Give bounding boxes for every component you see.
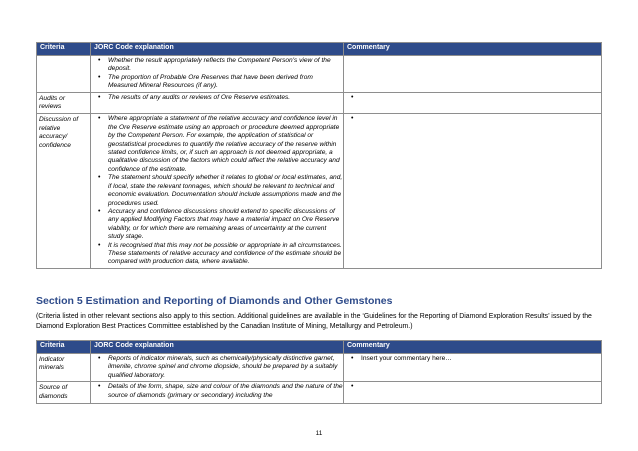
commentary-bullet: • Insert your commentary here… (344, 355, 601, 363)
explanation-cell (91, 354, 344, 382)
table-row (37, 92, 602, 114)
explanation-bullet: • It is recognised that this may not be possible or appropriate in all circumstances. These statements of relative accuracy and confidence of the estimate should be compared with production data, where available. (91, 242, 343, 267)
explanation-bullet: • The results of any audits or reviews of Ore Reserve estimates. (91, 94, 343, 102)
table-row (37, 114, 602, 268)
commentary-cell (344, 354, 602, 382)
commentary-cell (344, 92, 602, 114)
criteria-cell: Discussion of relative accuracy/ confidence (37, 114, 91, 268)
criteria-cell: Audits or reviews (37, 92, 91, 114)
section-title: Section 5 Estimation and Reporting of Diamonds and Other Gemstones (36, 295, 393, 307)
table-row (37, 56, 602, 93)
table-row (37, 382, 602, 404)
header-criteria: Criteria (37, 43, 91, 56)
table-row (37, 354, 602, 382)
header-criteria: Criteria (37, 341, 91, 354)
table-header-row (37, 341, 602, 354)
commentary-cell (344, 114, 602, 268)
explanation-bullet: • Whether the result appropriately reflects the Competent Person's view of the deposit. (91, 57, 343, 74)
explanation-bullet: • The proportion of Probable Ore Reserves that have been derived from Measured Mineral Resources (if any). (91, 74, 343, 91)
explanation-cell (91, 56, 344, 93)
commentary-cell (344, 56, 602, 93)
criteria-cell: Source of diamonds (37, 382, 91, 404)
page-number: 11 (315, 430, 323, 437)
explanation-bullet: • Accuracy and confidence discussions should extend to specific discussions of any applied Modifying Factors that may have a material impact on Ore Reserve viability, or for which there are remaining areas of uncertainty at the current study stage. (91, 208, 343, 242)
explanation-cell (91, 114, 344, 268)
explanation-bullet: • Where appropriate a statement of the relative accuracy and confidence level in the Ore Reserve estimate using an approach or procedure deemed appropriate by the Competent Person. For example, the application of statistical or geostatistical procedures to quantify the relative accuracy of the reserve within stated confidence limits, or, if such an approach is not deemed appropriate, a qualitative discussion of the factors which could affect the relative accuracy and confidence of the estimate. (91, 115, 343, 174)
explanation-bullet: • Reports of indicator minerals, such as chemically/physically distinctive garnet, ilmenite, chrome spinel and chrome diopside, should be prepared by a suitably qualified laboratory. (91, 355, 343, 380)
header-jorc-explanation: JORC Code explanation (91, 43, 344, 56)
explanation-cell (91, 92, 344, 114)
explanation-bullet: • Details of the form, shape, size and colour of the diamonds and the nature of the source of diamonds (primary or secondary) including the (91, 383, 343, 400)
section-intro: (Criteria listed in other relevant sections also apply to this section. Additional guidelines are available in the ‘Guidelines for the Reporting of Diamond Exploration Results’ issued by the Diamond Exploration Best Practices Committee established by the Canadian Institute of Mining, Metallurgy and Petroleum.) (36, 313, 592, 330)
header-jorc-explanation: JORC Code explanation (91, 341, 344, 354)
criteria-table-ore-reserves (36, 42, 602, 269)
commentary-cell (344, 382, 602, 404)
criteria-cell (37, 56, 91, 93)
explanation-bullet: • The statement should specify whether it relates to global or local estimates, and, if local, state the relevant tonnages, which should be relevant to technical and economic evaluation. Documentation should include assumptions made and the procedures used. (91, 174, 343, 208)
criteria-cell: Indicator minerals (37, 354, 91, 382)
table-header-row (37, 43, 602, 56)
criteria-table-diamonds (36, 340, 602, 404)
header-commentary: Commentary (344, 341, 602, 354)
explanation-cell (91, 382, 344, 404)
header-commentary: Commentary (344, 43, 602, 56)
